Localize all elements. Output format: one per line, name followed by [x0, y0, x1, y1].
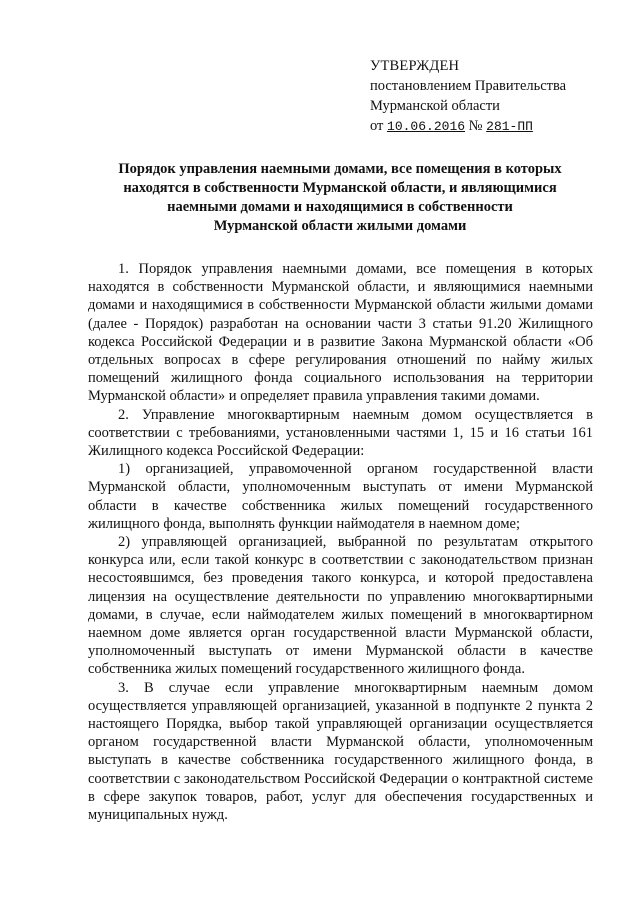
- title-line-2: находятся в собственности Мурманской области, и являющимися: [123, 180, 557, 196]
- paragraph-1: 1. Порядок управления наемными домами, все помещения в которых находятся в собственности Мурманской области, и являющимися наемными домами и находящимися в собственности Мурманской области жилыми домами (далее - Порядок) разработан на основании части 3 статьи 91.20 Жилищного кодекса Российской Федерации и в развитие Закона Мурманской области «Об отдельных вопросах в сфере регулирования отношений по найму жилых помещений жилищного фонда социального использования на территории Мурманской области» и определяет правила управления такими домами.: [88, 261, 593, 405]
- approval-line-2: Мурманской области: [370, 98, 500, 114]
- title-line-1: Порядок управления наемными домами, все помещения в которых: [118, 161, 562, 177]
- date-prefix: от: [370, 118, 384, 134]
- document-title: [90, 160, 590, 236]
- approval-date-line: [370, 116, 620, 137]
- approval-heading: УТВЕРЖДЕН: [370, 58, 460, 74]
- approval-line-1: постановлением Правительства: [370, 78, 567, 94]
- document-body: [88, 260, 593, 824]
- title-line-4: Мурманской области жилыми домами: [213, 218, 467, 234]
- approval-block: [370, 56, 620, 137]
- approval-number: 281-ПП: [486, 119, 533, 134]
- paragraph-2: 2. Управление многоквартирным наемным домом осуществляется в соответствии с требованиями, установленными частями 1, 15 и 16 статьи 161 Жилищного кодекса Российской Федерации:: [88, 406, 593, 460]
- number-sign: №: [468, 118, 483, 134]
- paragraph-2-item-1: 1) организацией, управомоченной органом государственной власти Мурманской области, уполномоченным выступать от имени Мурманской области в качестве собственника жилых помещений государственного жилищного фонда, выполнять функции наймодателя в наемном доме;: [88, 461, 593, 532]
- paragraph-2-item-2: 2) управляющей организацией, выбранной по результатам открытого конкурса или, если такой конкурс в соответствии с законодательством признан несостоявшимся, без проведения такого конкурса, и которой предоставлена лицензия на осуществление деятельности по управлению многоквартирными домами, в случае, если наймодателем жилых помещений в многоквартирном наемном доме является орган государственной власти Мурманской области, уполномоченный выступать от имени Мурманской области в качестве собственника жилых помещений государственного жилищного фонда.: [88, 534, 593, 678]
- paragraph-3: 3. В случае если управление многоквартирным наемным домом осуществляется управляющей организацией, указанной в подпункте 2 пункта 2 настоящего Порядка, выбор такой управляющей организации осуществляется органом государственной власти Мурманской области, уполномоченным выступать в качестве собственника государственного жилищного фонда, в соответствии с законодательством Российской Федерации о контрактной системе в сфере закупок товаров, работ, услуг для обеспечения государственных и муниципальных нужд.: [88, 679, 593, 824]
- approval-date: 10.06.2016: [387, 119, 466, 134]
- title-line-3: наемными домами и находящимися в собственности: [167, 199, 513, 215]
